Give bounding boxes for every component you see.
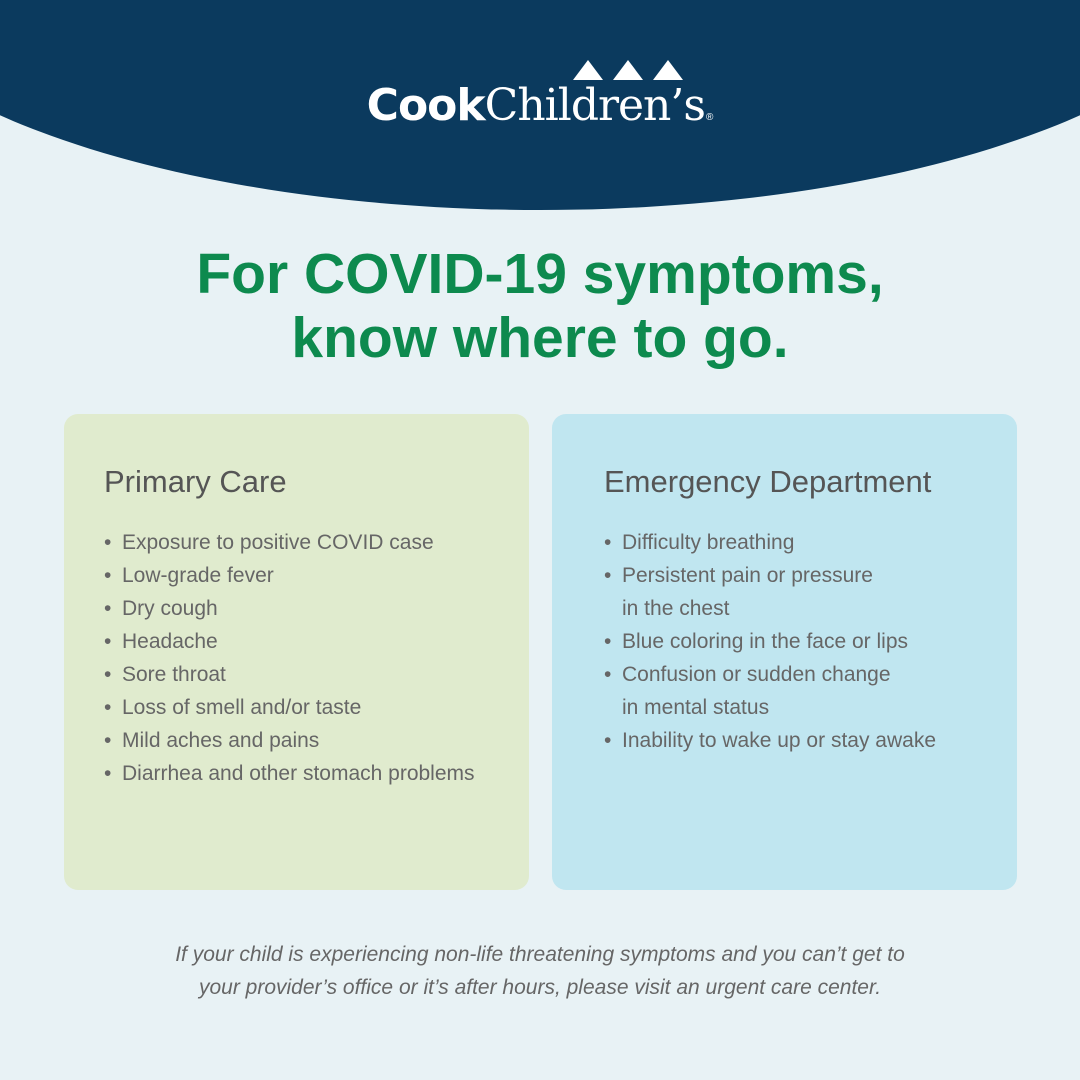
list-item: • Mild aches and pains (104, 724, 529, 757)
urgent-care-note-line-1: If your child is experiencing non-life threatening symptoms and you can’t get to (175, 943, 905, 966)
bullet-icon: • (104, 531, 112, 554)
urgent-care-note (0, 938, 1080, 1004)
headline-line-1: For COVID-19 symptoms, (196, 242, 884, 306)
emergency-department-title: Emergency Department (604, 464, 932, 499)
logo-word-childrens: Children’s (484, 80, 705, 131)
list-item: • Persistent pain or pressure in the chest (604, 559, 1017, 625)
headline (0, 242, 1080, 370)
list-item: • Sore throat (104, 658, 529, 691)
bullet-icon: • (104, 696, 112, 719)
urgent-care-note-line-2: your provider’s office or it’s after hours, please visit an urgent care center. (198, 976, 882, 999)
emergency-symptom-list (604, 526, 1017, 757)
list-item: • Exposure to positive COVID case (104, 526, 529, 559)
list-item: • Low-grade fever (104, 559, 529, 592)
list-item: • Diarrhea and other stomach problems (104, 757, 529, 790)
logo-word-cook: Cook (366, 80, 485, 131)
bullet-icon: • (604, 729, 612, 752)
bullet-icon: • (104, 663, 112, 686)
list-item: • Loss of smell and/or taste (104, 691, 529, 724)
list-item: • Blue coloring in the face or lips (604, 625, 1017, 658)
bullet-icon: • (104, 762, 112, 785)
list-item: • Dry cough (104, 592, 529, 625)
list-item: • Confusion or sudden change in mental status (604, 658, 1017, 724)
headline-line-2: know where to go. (291, 306, 789, 370)
registered-mark: ® (705, 112, 714, 123)
emergency-department-card (552, 414, 1017, 890)
bullet-icon: • (604, 564, 612, 587)
list-item: • Headache (104, 625, 529, 658)
bullet-icon: • (104, 729, 112, 752)
bullet-icon: • (104, 630, 112, 653)
bullet-icon: • (604, 663, 612, 686)
primary-care-card (64, 414, 529, 890)
list-item: • Inability to wake up or stay awake (604, 724, 1017, 757)
cook-childrens-logo (0, 80, 1080, 131)
primary-care-title: Primary Care (104, 464, 287, 499)
bullet-icon: • (604, 630, 612, 653)
bullet-icon: • (104, 597, 112, 620)
bullet-icon: • (604, 531, 612, 554)
primary-care-symptom-list (104, 526, 529, 790)
bullet-icon: • (104, 564, 112, 587)
list-item: • Difficulty breathing (604, 526, 1017, 559)
three-peaks-icon (573, 60, 683, 80)
